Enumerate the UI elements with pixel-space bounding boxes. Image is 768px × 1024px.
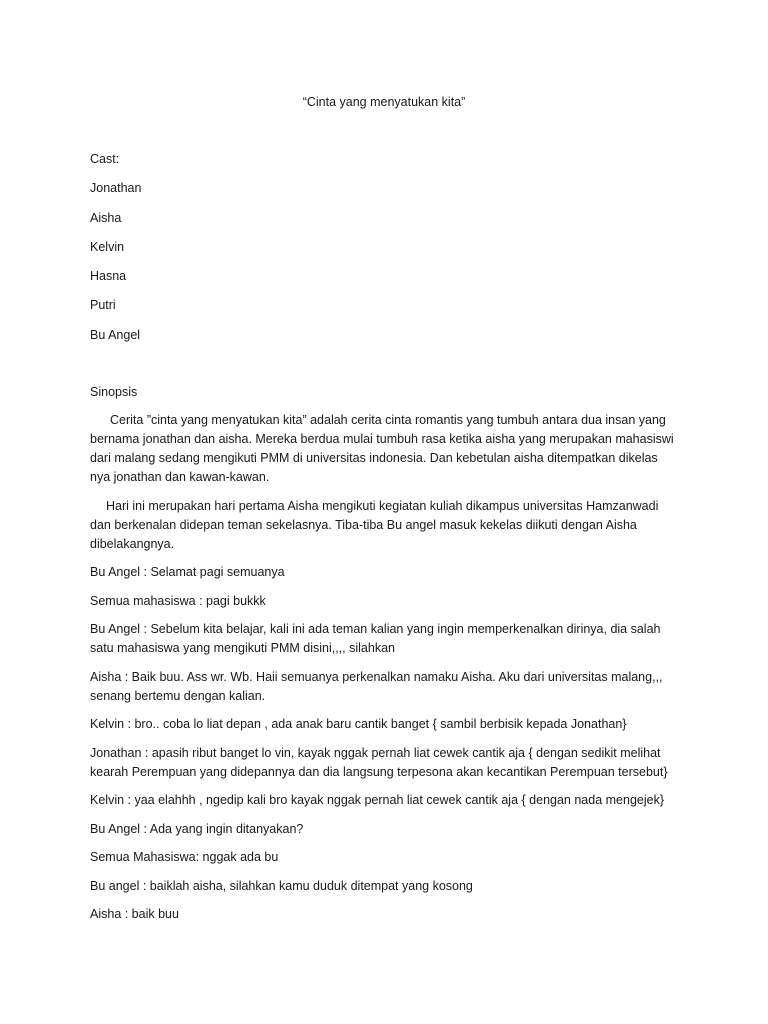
sinopsis-paragraph: Hari ini merupakan hari pertama Aisha mengikuti kegiatan kuliah dikampus universitas Hamzanwadi dan berkenalan didepan teman sekelasnya. Tiba-tiba Bu angel masuk kekelas diikuti dengan Aisha dibelakangnya. bbox=[90, 498, 659, 551]
dialogue-line: Semua mahasiswa : pagi bukkk bbox=[90, 593, 266, 608]
dialogue-line: Bu Angel : Selamat pagi semuanya bbox=[90, 565, 285, 579]
dialogue-line: Semua Mahasiswa: nggak ada bu bbox=[90, 850, 279, 864]
cast-heading: Cast: bbox=[90, 152, 120, 166]
cast-member: Hasna bbox=[90, 269, 127, 284]
cast-member: Putri bbox=[90, 298, 116, 313]
sinopsis-heading: Sinopsis bbox=[90, 385, 138, 399]
dialogue-line: Aisha : Baik buu. Ass wr. Wb. Haii semuanya perkenalkan namaku Aisha. Aku dari universitas malang,,, senang bertemu dengan kalian. bbox=[90, 669, 663, 703]
dialogue-line: Kelvin : bro.. coba lo liat depan , ada anak baru cantik banget { sambil berbisik kepada Jonathan} bbox=[90, 717, 627, 731]
cast-member: Kelvin bbox=[90, 239, 125, 254]
dialogue-line: Bu angel : baiklah aisha, silahkan kamu duduk ditempat yang kosong bbox=[90, 878, 473, 893]
cast-member: Aisha bbox=[90, 210, 122, 225]
document-body bbox=[90, 411, 680, 934]
document-title: “Cinta yang menyatukan kita” bbox=[302, 95, 466, 109]
sinopsis-paragraph: Cerita ”cinta yang menyatukan kita” adalah cerita cinta romantis yang tumbuh antara dua insan yang bernama jonathan dan aisha. Mereka berdua mulai tumbuh rasa ketika aisha yang merupakan mahasiswi dari malang sedang mengikuti PMM di universitas indonesia. Dan kebetulan aisha ditempatkan dikelas nya jonathan dan kawan-kawan. bbox=[90, 413, 674, 484]
dialogue-line: Bu Angel : Sebelum kita belajar, kali ini ada teman kalian yang ingin memperkenalkan dirinya, dia salah satu mahasiswa yang mengikuti PMM disini,,,, silahkan bbox=[90, 622, 661, 655]
dialogue-line: Kelvin : yaa elahhh , ngedip kali bro kayak nggak pernah liat cewek cantik aja { dengan nada mengejek} bbox=[90, 793, 664, 807]
cast-member: Bu Angel bbox=[90, 327, 141, 342]
dialogue-line: Bu Angel : Ada yang ingin ditanyakan? bbox=[90, 821, 304, 836]
dialogue-line: Aisha : baik buu bbox=[90, 907, 179, 921]
dialogue-line: Jonathan : apasih ribut banget lo vin, kayak nggak pernah liat cewek cantik aja { dengan sedikit melihat kearah Perempuan yang didepannya dan dia langsung terpesona akan kecantikan Perempuan tersebut} bbox=[90, 745, 668, 779]
cast-list bbox=[90, 150, 141, 355]
cast-member: Jonathan bbox=[90, 181, 142, 196]
